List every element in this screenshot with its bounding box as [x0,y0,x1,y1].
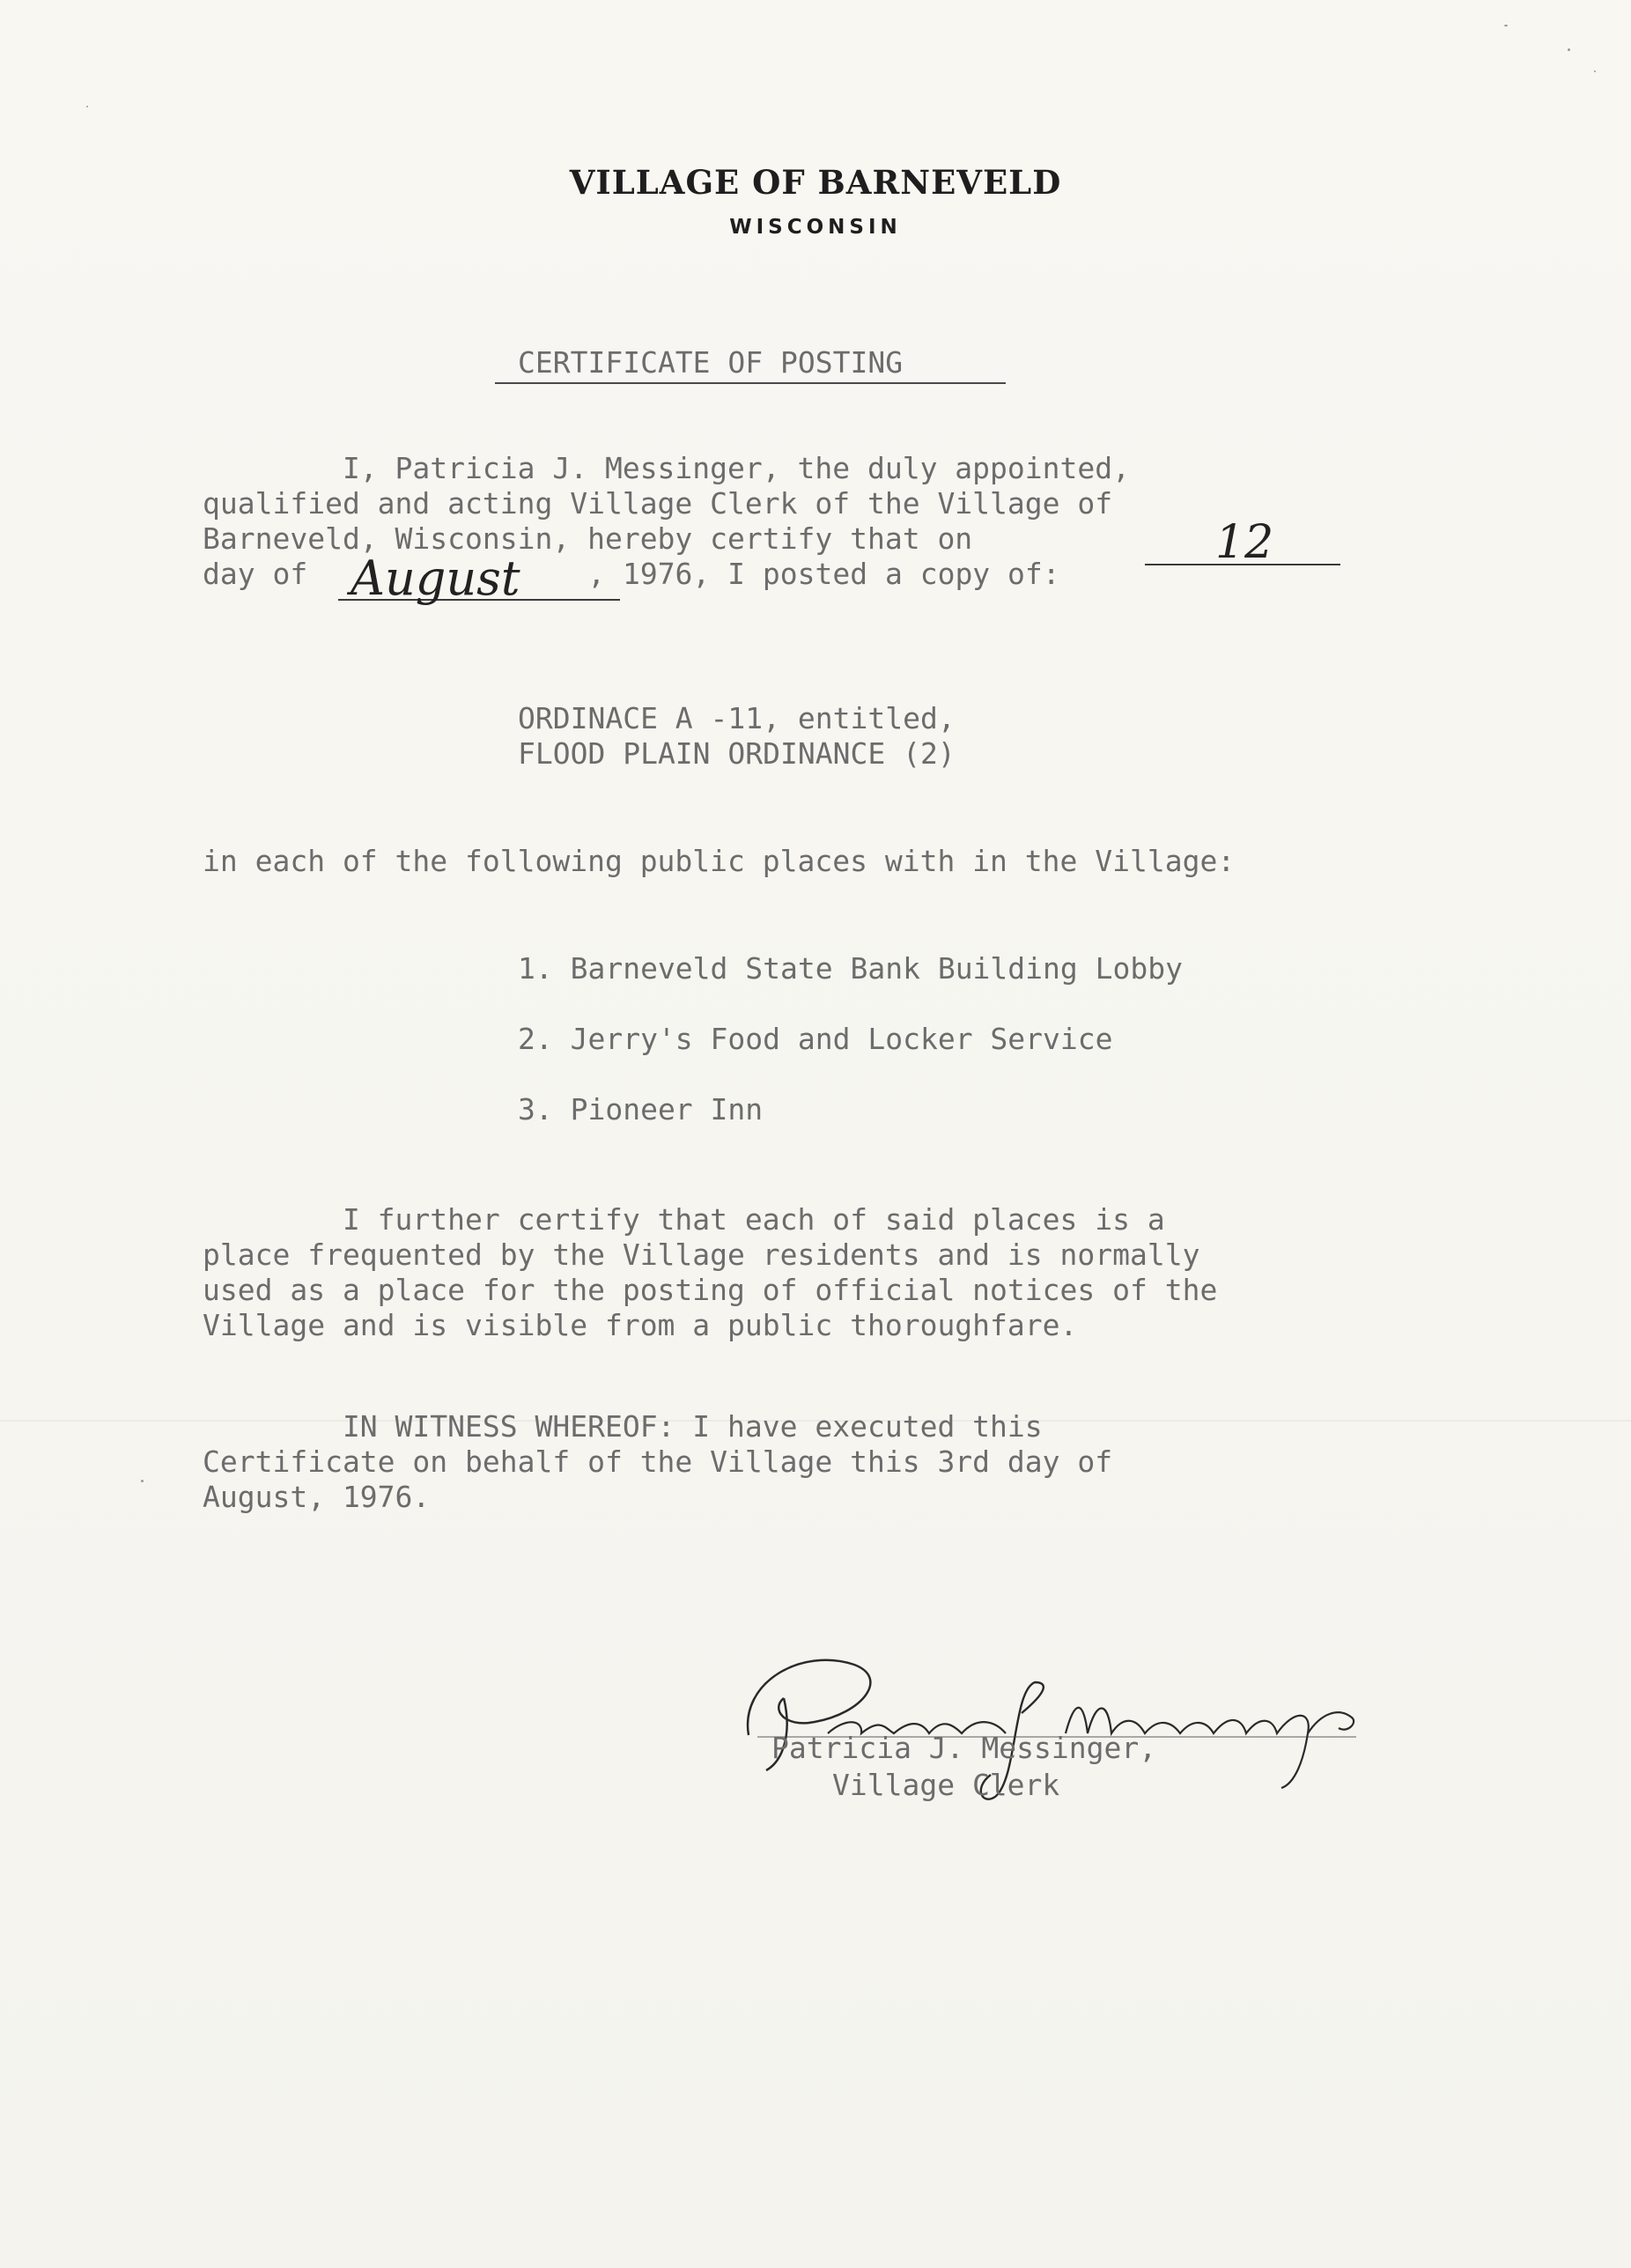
paragraph-line [203,557,1130,592]
handwritten-month: August [351,550,520,606]
paragraph-line: qualified and acting Village Clerk of the Village of [203,486,1113,521]
letterhead-subtitle: WISCONSIN [729,216,902,239]
certificate-title: CERTIFICATE OF POSTING [518,345,904,380]
day-of-label: day of [203,557,308,591]
handwritten-day: 12 [1215,516,1274,569]
paragraph-certification [203,451,1130,592]
list-item: 3. Pioneer Inn [518,1092,764,1127]
list-item: 1. Barneveld State Bank Building Lobby [518,951,1183,986]
signer-typed-title: Village Clerk [832,1768,1060,1802]
paragraph-line: August, 1976. [203,1480,431,1514]
paragraph-witness [203,1409,1112,1515]
ordinance-block [518,701,956,772]
paragraph-line: Barneveld, Wisconsin, hereby certify that on [203,521,973,556]
paragraph-line: Certificate on behalf of the Village this 3rd day of [203,1444,1113,1479]
signer-typed-name: Patricia J. Messinger, [771,1731,1157,1765]
ordinance-line: FLOOD PLAIN ORDINANCE (2) [518,736,956,771]
letterhead-title: VILLAGE OF BARNEVELD [569,163,1062,202]
list-item: 2. Jerry's Food and Locker Service [518,1022,1113,1056]
ordinance-line: ORDINACE A -11, entitled, [518,701,956,735]
paragraph-line: used as a place for the posting of official notices of the [203,1273,1218,1307]
paragraph-line: IN WITNESS WHEREOF: I have executed this [203,1409,1043,1444]
paragraph-line: Village and is visible from a public thoroughfare. [203,1308,1078,1342]
places-intro: in each of the following public places with in the Village: [203,844,1236,878]
paragraph-line: I further certify that each of said places is a [203,1202,1165,1237]
paragraph-line: place frequented by the Village residents and is normally [203,1237,1200,1272]
title-underline [495,382,1006,384]
year-posted-text: , 1976, I posted a copy of: [587,557,1060,591]
paragraph-line: I, Patricia J. Messinger, the duly appointed, [203,451,1130,485]
paragraph-further-certify [203,1202,1217,1343]
